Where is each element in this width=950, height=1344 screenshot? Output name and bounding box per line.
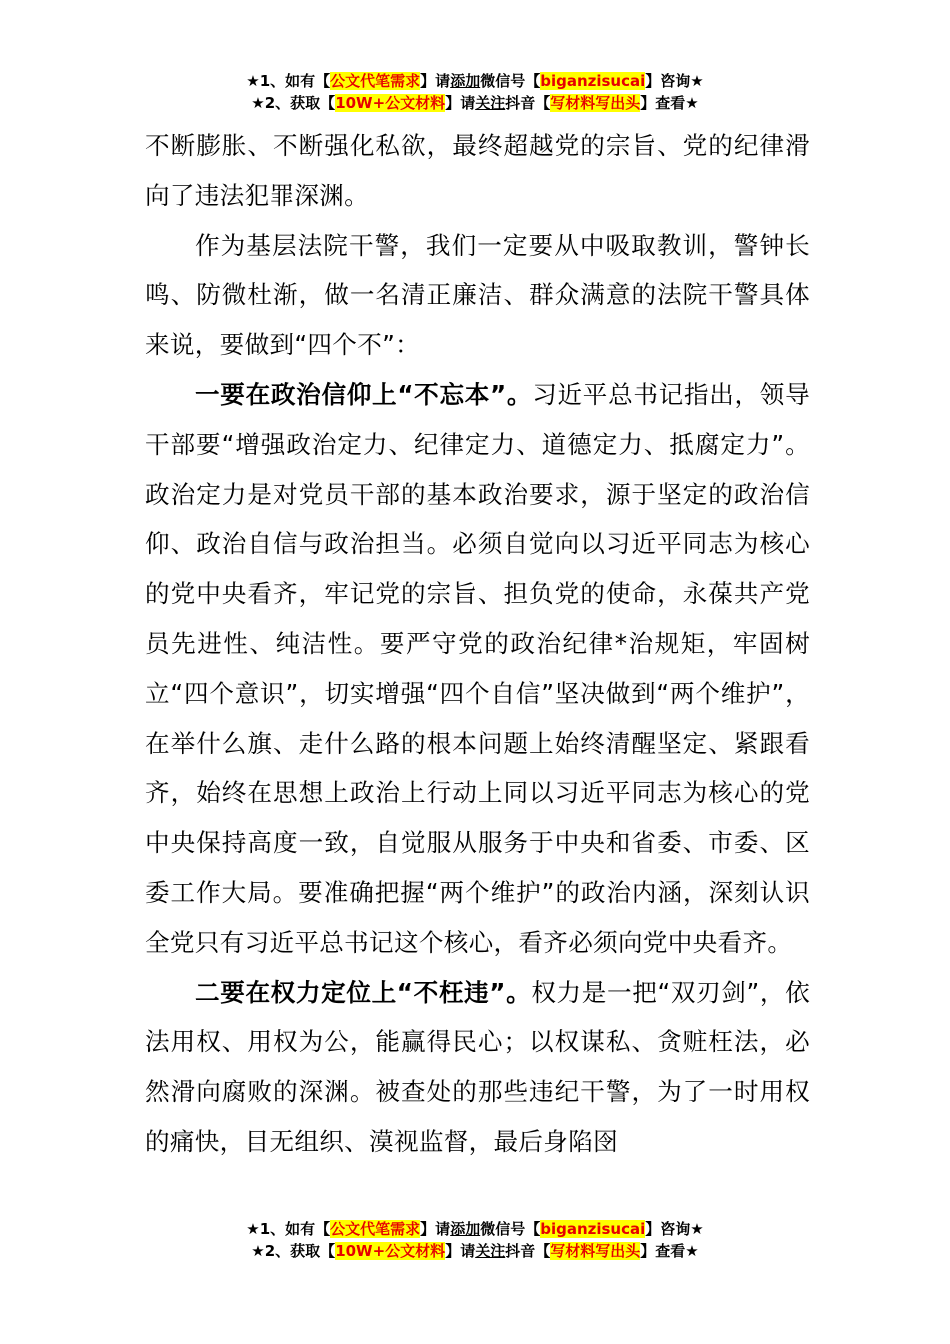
highlight-materials: 10W+公文材料 <box>335 94 446 112</box>
point-one-text: 习近平总书记指出，领导干部要“增强政治定力、纪律定力、道德定力、抵腐定力”。政治定力是对党员干部的基本政治要求，源于坚定的政治信仰、政治自信与政治担当。必须自觉向以习近平同志为核心的党中央看齐，牢记党的宗旨、担负党的使命，永葆共产党员先进性、纯洁性。要严守党的政治纪律*治规矩，牢固树立“四个意识”，切实增强“四个自信”坚决做到“两个维护”，在举什么旗、走什么路的根本问题上始终清醒坚定、紧跟看齐，始终在思想上政治上行动上同以习近平同志为核心的党中央保持高度一致，自觉服从服务于中央和省委、市委、区委工作大局。要准确把握“两个维护”的政治内涵，深刻认识全党只有习近平总书记这个核心，看齐必须向党中央看齐。 <box>145 379 810 957</box>
footer-banner-line-2 <box>0 1240 950 1262</box>
point-one-heading: 一要在政治信仰上“不忘本”。 <box>195 379 533 409</box>
highlight-materials: 10W+公文材料 <box>335 1242 446 1260</box>
point-two-text: 权力是一把“双刃剑”，依法用权、用权为公，能赢得民心；以权谋私、贪赃枉法，必然滑向腐败的深渊。被查处的那些违纪干警，为了一时用权的痛快，目无组织、漠视监督，最后身陷囹 <box>145 977 810 1156</box>
highlight-service: 公文代笔需求 <box>330 72 421 90</box>
paragraph-continuation: 不断膨胀、不断强化私欲，最终超越党的宗旨、党的纪律滑向了违法犯罪深渊。 <box>145 131 810 210</box>
highlight-wechat-id: biganzisucai <box>540 1220 646 1238</box>
footer-banner-line-1 <box>0 1218 950 1240</box>
underlined-follow: 关注 <box>475 1242 506 1260</box>
header-banner-line-2 <box>0 92 950 114</box>
point-two-heading: 二要在权力定位上“不枉违”。 <box>195 977 532 1007</box>
underlined-add: 添加 <box>450 1220 481 1238</box>
banner-text: ★1、如有【 <box>246 72 331 90</box>
banner-text: 】查看★ <box>640 94 699 112</box>
banner-text: 抖音【 <box>505 94 551 112</box>
footer-banner <box>0 1218 950 1262</box>
banner-text: 微信号【 <box>480 1220 541 1238</box>
banner-text: ★2、获取【 <box>251 1242 336 1260</box>
banner-text: 】咨询★ <box>645 1220 704 1238</box>
paragraph-point-one <box>145 370 810 968</box>
banner-text: 微信号【 <box>480 72 541 90</box>
banner-text: 】请 <box>445 94 476 112</box>
header-banner <box>0 70 950 114</box>
banner-text: ★2、获取【 <box>251 94 336 112</box>
underlined-follow: 关注 <box>475 94 506 112</box>
banner-text: 】请 <box>445 1242 476 1260</box>
highlight-service: 公文代笔需求 <box>330 1220 421 1238</box>
highlight-douyin-account: 写材料写出头 <box>550 94 641 112</box>
highlight-wechat-id: biganzisucai <box>540 72 646 90</box>
banner-text: 】咨询★ <box>645 72 704 90</box>
banner-text: 抖音【 <box>505 1242 551 1260</box>
header-banner-line-1 <box>0 70 950 92</box>
document-body <box>145 121 810 1167</box>
underlined-add: 添加 <box>450 72 481 90</box>
paragraph-point-two <box>145 968 810 1167</box>
highlight-douyin-account: 写材料写出头 <box>550 1242 641 1260</box>
banner-text: 】请 <box>420 72 451 90</box>
banner-text: 】查看★ <box>640 1242 699 1260</box>
banner-text: ★1、如有【 <box>246 1220 331 1238</box>
banner-text: 】请 <box>420 1220 451 1238</box>
paragraph-intro: 作为基层法院干警，我们一定要从中吸取教训，警钟长鸣、防微杜渐，做一名清正廉洁、群众满意的法院干警具体来说，要做到“四个不”： <box>145 230 810 360</box>
